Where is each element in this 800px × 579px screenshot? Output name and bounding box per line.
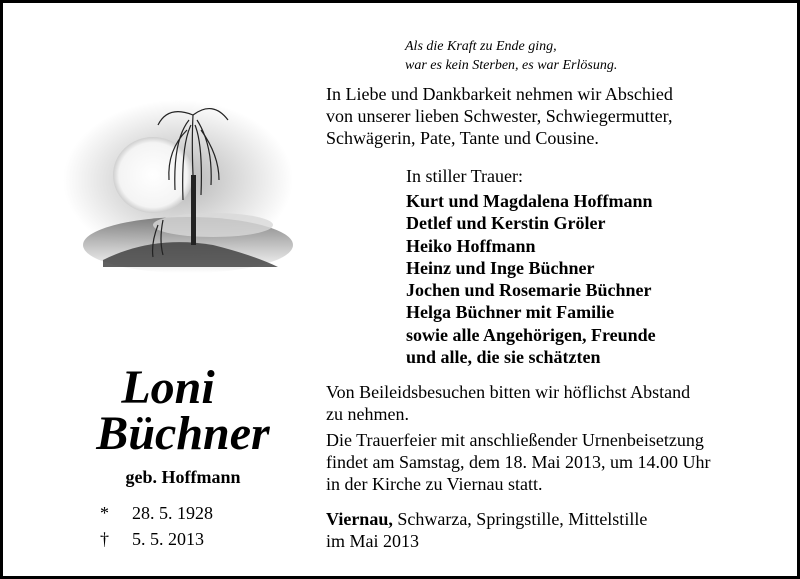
mourner-entry: Jochen und Rosemarie Büchner xyxy=(406,280,652,301)
deceased-last-name: Büchner xyxy=(96,407,270,460)
deceased-maiden-name: geb. Hoffmann xyxy=(125,467,241,487)
mourner-entry: Kurt und Magdalena Hoffmann xyxy=(406,191,653,211)
birth-row xyxy=(100,500,213,526)
birth-star-icon: * xyxy=(100,503,109,523)
place-date xyxy=(326,508,786,552)
mourner-entry: Heiko Hoffmann xyxy=(406,235,536,256)
motto-quote xyxy=(405,37,735,75)
notice-line: Von Beileidsbesuchen bitten wir höflichst Abstand xyxy=(326,382,691,402)
place-line xyxy=(326,508,786,530)
willow-moon-illustration xyxy=(63,85,313,285)
mourner-entry: Helga Büchner mit Familie xyxy=(406,302,615,323)
mourner-entry: Heinz und Inge Büchner xyxy=(406,257,595,278)
mourner-entry: Detlef und Kerstin Gröler xyxy=(406,213,606,234)
motto-line: war es kein Sterben, es war Erlösung. xyxy=(405,58,618,73)
notice-line: Die Trauerfeier mit anschließender Urnenbeisetzung xyxy=(326,430,704,450)
mourners-list xyxy=(406,190,656,368)
notice-line: in der Kirche zu Viernau statt. xyxy=(326,474,543,494)
birth-date: 28. 5. 1928 xyxy=(132,503,213,523)
death-row xyxy=(100,526,213,552)
condolence-notice xyxy=(326,381,786,425)
mourner-entry: und alle, die sie schätzten xyxy=(406,347,601,368)
life-dates xyxy=(100,500,213,552)
deceased-first-name: Loni xyxy=(121,361,215,414)
death-cross-icon: † xyxy=(100,529,109,549)
intro-line: In Liebe und Dankbarkeit nehmen wir Abschied xyxy=(326,84,673,104)
mourner-entry: sowie alle Angehörigen, Freunde xyxy=(406,324,656,345)
intro-line: von unserer lieben Schwester, Schwiegermutter, xyxy=(326,106,673,126)
death-date: 5. 5. 2013 xyxy=(132,529,204,549)
intro-text xyxy=(326,83,786,149)
mourning-label: In stiller Trauer: xyxy=(406,166,523,186)
notice-line: zu nehmen. xyxy=(326,404,409,424)
date-line: im Mai 2013 xyxy=(326,531,419,551)
funeral-notice xyxy=(326,429,791,495)
place-town: Viernau, xyxy=(326,509,393,529)
notice-line: findet am Samstag, dem 18. Mai 2013, um 14.00 Uhr xyxy=(326,452,711,472)
place-others: Schwarza, Springstille, Mittelstille xyxy=(392,509,648,529)
motto-line: Als die Kraft zu Ende ging, xyxy=(405,39,557,54)
intro-line: Schwägerin, Pate, Tante und Cousine. xyxy=(326,128,599,148)
